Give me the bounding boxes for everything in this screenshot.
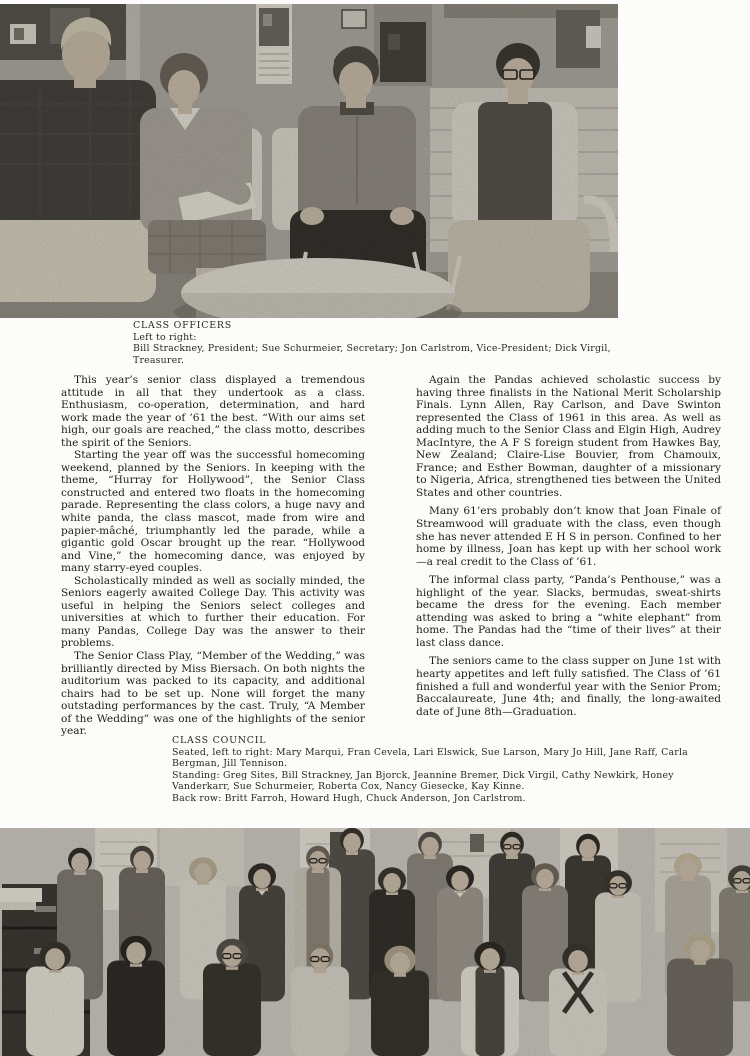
officers-caption-title: CLASS OFFICERS (133, 320, 232, 331)
council-caption-title: CLASS COUNCIL (172, 735, 267, 746)
paragraph: The Senior Class Play, “Member of the Wedding,” was brilliantly directed by Miss Biersach. On both nights the auditorium was packed to its capacity, and additional chairs had to be set up. None will forget the many outstading performances by the cast. Truly, “A Member of the Wedding” was one of the highlights of the senior year. (61, 650, 365, 738)
paragraph: The seniors came to the class supper on June 1st with hearty appetites and left fully satisfied. The Class of ’61 finished a full and wonderful year with the Senior Prom; Baccalaureate, June 4th; and finally, the long-awaited date of June 8th—Graduation. (416, 655, 721, 718)
paragraph: Starting the year off was the successful homecoming weekend, planned by the Seniors. In keeping with the theme, “Hurray for Hollywood”, the Senior Class constructed and entered two floats in the homecoming parade. Representing the class colors, a huge navy and white panda, the class mascot, made from wire and papier-mâché, triumphantly led the parade, while a gigantic gold Oscar brought up the rear. “Hollywood and Vine,” the homecoming dance, was enjoyed by many starry-eyed couples. (61, 449, 365, 575)
officers-caption-intro: Left to right: (133, 331, 197, 343)
council-caption-seated: Seated, left to right: Mary Marqui, Fran Cevela, Lari Elswick, Sue Larson, Mary Jo Hill, Jane Raff, Carla Bergman, Jill Tennison. (172, 746, 688, 770)
paragraph: Again the Pandas achieved scholastic success by having three finalists in the National Merit Scholarship Finals. Lynn Allen, Ray Carlson, and Dave Swinton represented the Class of 1961 in this area. As well as adding much to the Senior Class and Elgin High, Audrey MacIntyre, the A F S foreign student from Hawkes Bay, New Zealand; Claire-Lise Bouvier, from Chamouix, France; and Esther Bowman, daughter of a missionary to Nigeria, Africa, strengthened ties between the United States and other countries. (416, 374, 721, 499)
officers-caption (133, 320, 633, 366)
council-caption (172, 735, 712, 805)
class-officers-photo (0, 4, 618, 318)
class-council-photo (0, 828, 750, 1056)
paragraph: Scholastically minded as well as socially minded, the Seniors eagerly awaited College Day. This activity was useful in helping the Seniors select colleges and universities at which to further their education. For many Pandas, College Day was the answer to their problems. (61, 574, 365, 650)
article-right-column (416, 374, 721, 718)
officers-caption-names: Bill Strackney, President; Sue Schurmeier, Secretary; Jon Carlstrom, Vice-President; Dick Virgil, Treasurer. (133, 343, 611, 366)
paragraph: This year’s senior class displayed a tremendous attitude in all that they undertook as a class. Enthusiasm, co-operation, determination, and hard work made the year of ’61 the best. “With our aims set high, our goals are reached,” the class motto, describes the spirit of the Seniors. (61, 374, 365, 449)
paragraph: Many 61’ers probably don’t know that Joan Finale of Streamwood will graduate with the class, even though she has never attended E H S in person. Confined to her home by illness, Joan has kept up with her school work—a real credit to the Class of ’61. (416, 505, 721, 568)
paragraph: The informal class party, “Panda’s Penthouse,” was a highlight of the year. Slacks, bermudas, sweat-shirts became the dress for the evening. Each member attending was asked to bring a “white elephant” from home. The Pandas had the “time of their lives” at their last class dance. (416, 574, 721, 649)
article-left-column (61, 374, 365, 738)
council-caption-back-row: Back row: Britt Farroh, Howard Hugh, Chuck Anderson, Jon Carlstrom. (172, 792, 526, 804)
class-officers-photo-art (0, 4, 618, 318)
council-caption-standing: Standing: Greg Sites, Bill Strackney, Jan Bjorck, Jeannine Bremer, Dick Virgil, Cathy Newkirk, Honey Vanderkarr, Sue Schurmeier, Roberta Cox, Nancy Giesecke, Kay Kinne. (172, 769, 674, 793)
class-council-photo-art (0, 828, 750, 1056)
